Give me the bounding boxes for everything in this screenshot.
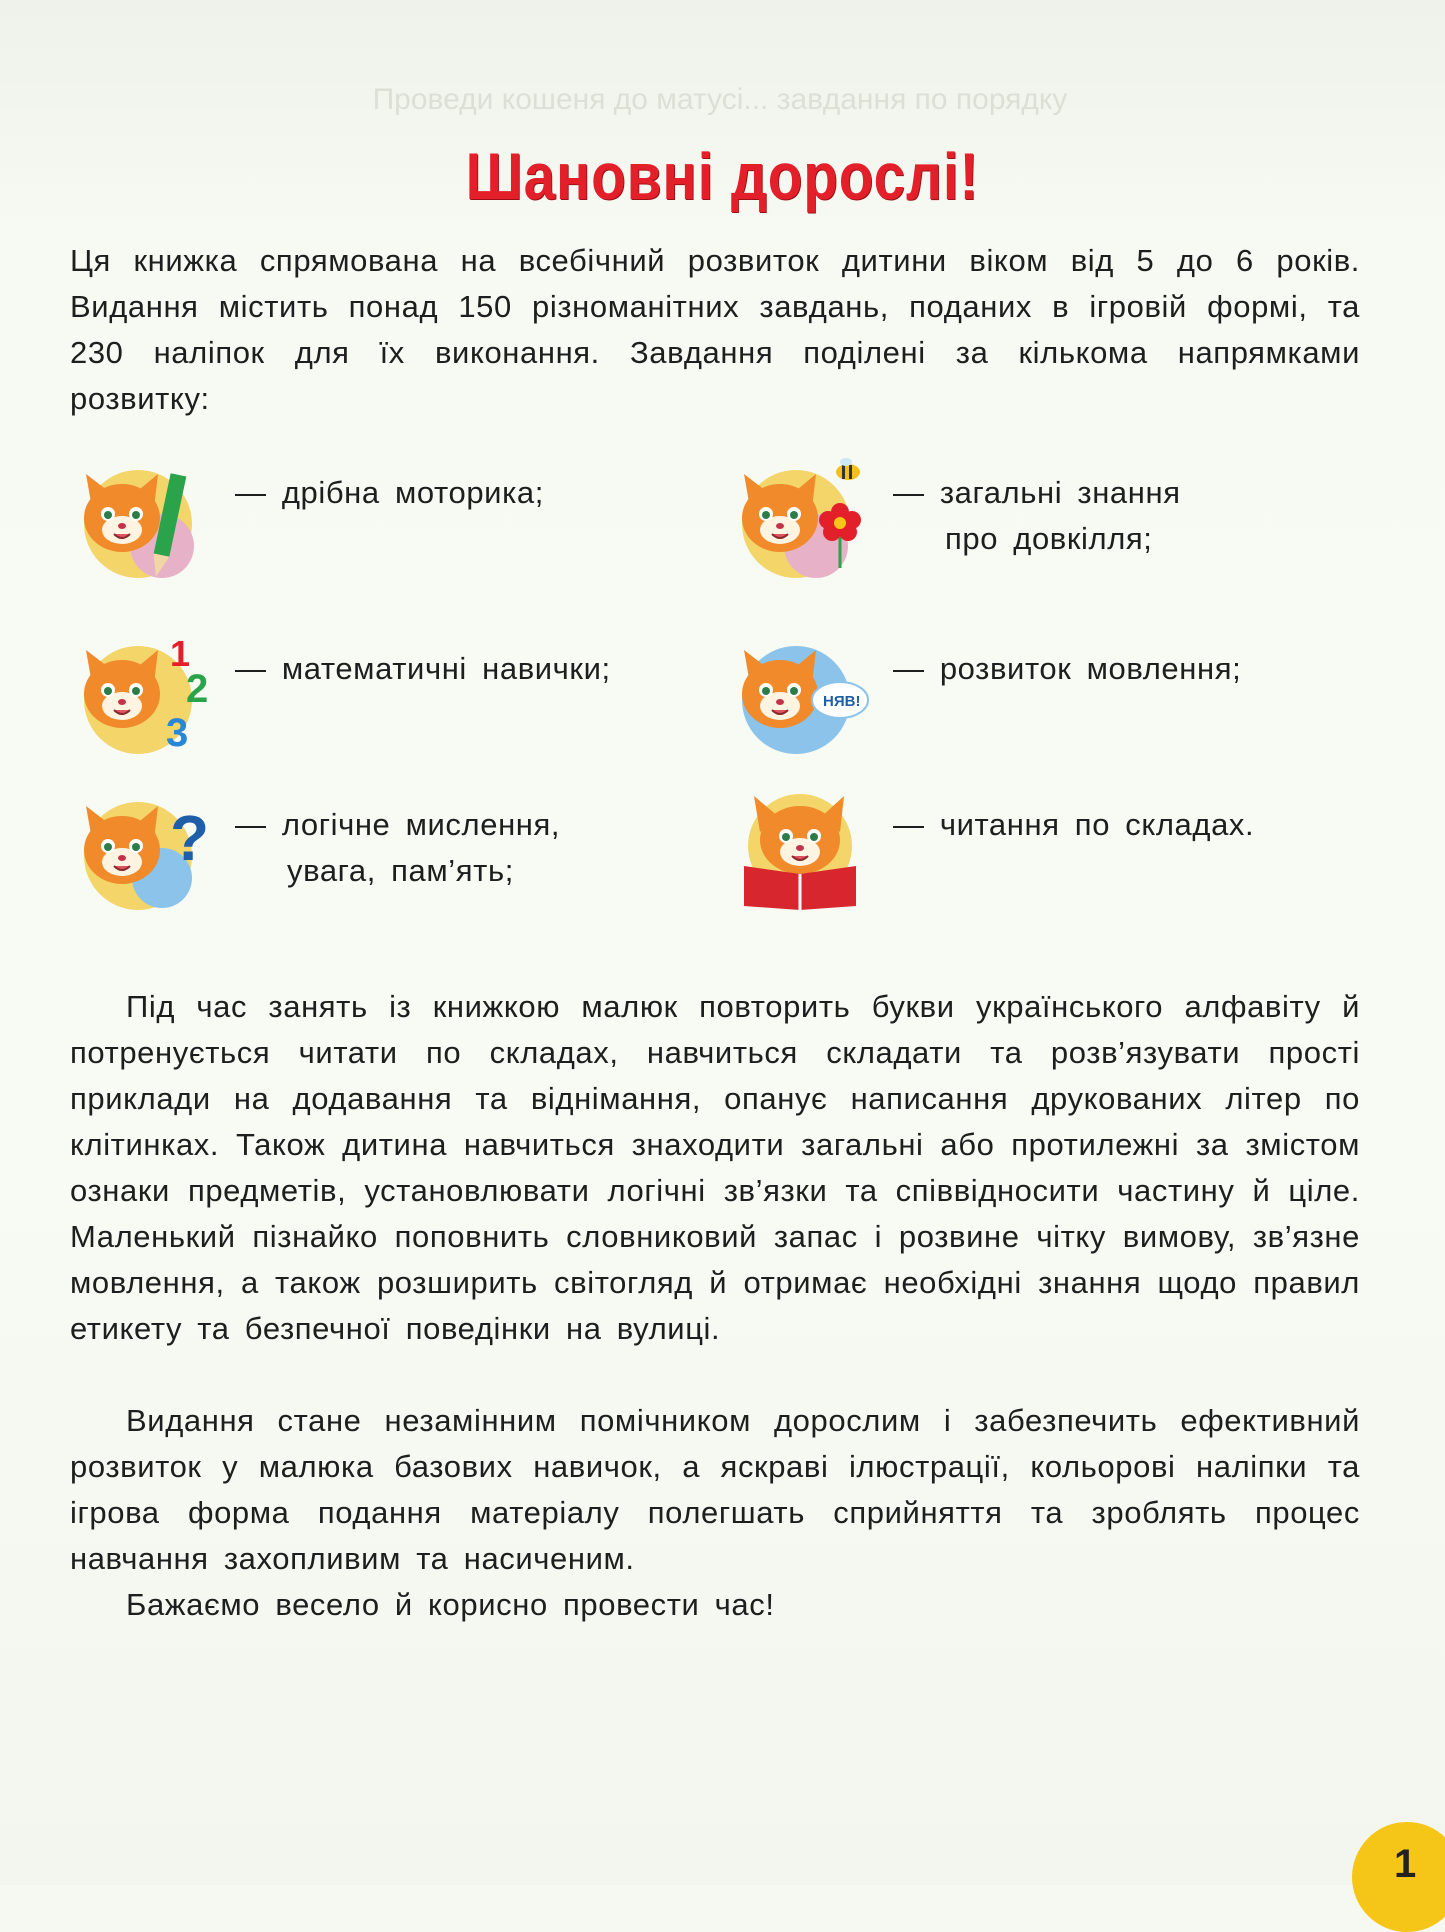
kitten-speech-bubble-icon [728, 634, 873, 754]
speech-bubble-text: НЯВ! [823, 693, 861, 710]
direction-line: — математичні навички; [235, 651, 611, 686]
direction-item [70, 790, 560, 910]
intro-paragraph: Ця книжка спрямована на всебічний розвиток дитини віком від 5 до 6 років. Видання містить понад 150 різноманітних завдань, поданих в ігровій формі, та 230 наліпок для їх виконання. Завдання поділені за кількома напрямками розвитку: [70, 243, 1360, 416]
direction-line: — загальні знання [893, 475, 1181, 510]
svg-text:1: 1 [170, 634, 191, 674]
wish-paragraph: Бажаємо весело й корисно провести час! [126, 1587, 775, 1622]
kitten-pencil-icon [70, 458, 215, 578]
direction-line: — логічне мислення, [235, 807, 561, 842]
direction-item [70, 634, 611, 754]
page-number: 1 [1394, 1842, 1417, 1886]
svg-text:2: 2 [186, 667, 209, 711]
kitten-book-icon [728, 790, 873, 910]
body-paragraph: Під час занять із книжкою малюк повторить букви українського алфавіту й потренується читати по складах, навчиться складати та розв’язувати прості приклади на додавання та віднімання, опанує написання друкованих літер по клітинках. Також дитина навчиться знаходити загальні або протилежні за змістом ознаки предметів, установлювати логічні зв’язки та співвідносити частину й ціле. Маленький пізнайко поповнить словниковий запас і розвине чітку вимову, зв’язне мовлення, а також розширить світогляд й отримає необхідні знання щодо правил етикету та безпечної поведінки на вулиці. [70, 989, 1360, 1346]
show-through-text: Проведи кошеня до матусі... завдання по порядку [372, 83, 1068, 116]
kitten-question-mark-icon [70, 790, 215, 910]
direction-item [728, 790, 1254, 910]
closing-paragraph: Видання стане незамінним помічником дорослим і забезпечить ефективний розвиток у малюка базових навичок, а яскраві ілюстрації, кольорові наліпки та ігрова форма подання матеріалу полегшать сприйняття та зроблять процес навчання захопливим та насиченим. [70, 1403, 1360, 1576]
direction-line: — розвиток мовлення; [893, 651, 1242, 686]
kitten-numbers-icon [70, 634, 215, 754]
direction-line: про довкілля; [945, 521, 1153, 556]
direction-item [728, 634, 1241, 754]
page-title: Шановні дорослі! [465, 139, 980, 213]
direction-item [70, 458, 544, 578]
page-number-badge [1352, 1822, 1445, 1932]
svg-text:3: 3 [166, 711, 189, 754]
direction-item [728, 458, 1181, 578]
svg-text:?: ? [170, 802, 210, 874]
kitten-flower-bee-icon [728, 458, 873, 578]
direction-line: — читання по складах. [893, 807, 1255, 842]
direction-line: — дрібна моторика; [235, 475, 544, 510]
direction-line: увага, пам’ять; [287, 853, 514, 888]
